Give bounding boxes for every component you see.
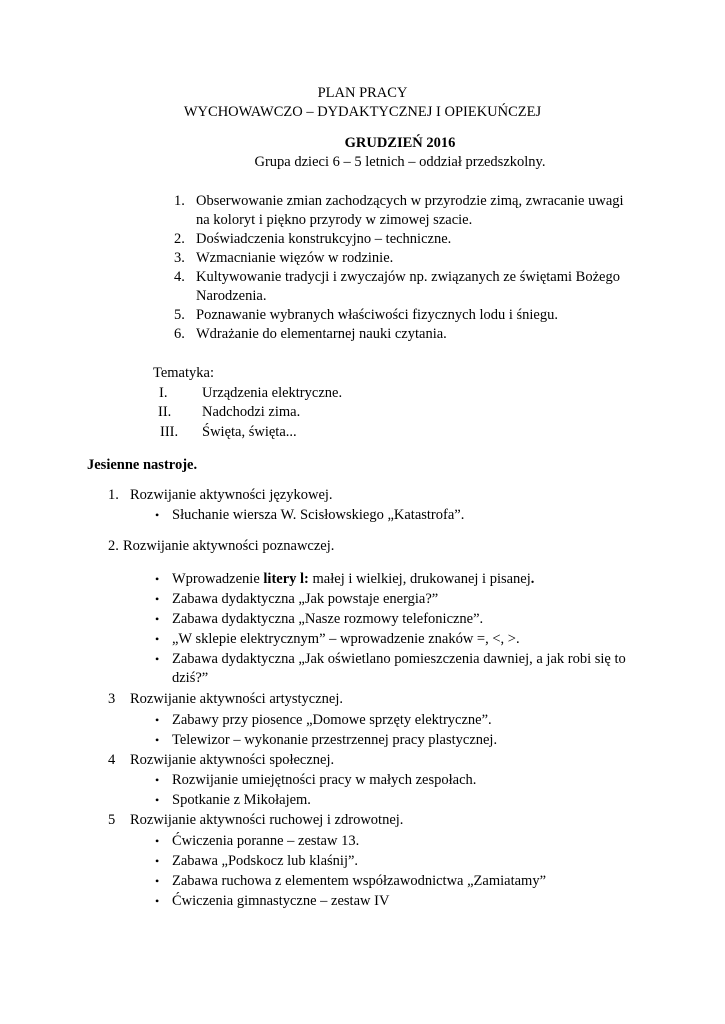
list-item-text: małej i wielkiej, drukowanej i pisanej xyxy=(308,571,531,587)
list-item: Zabawy przy piosence „Domowe sprzęty elektryczne”. xyxy=(172,712,492,728)
goal-number: 6. xyxy=(174,326,185,342)
list-item: Zabawa dydaktyczna „Jak oświetlano pomieszczenia dawniej, a jak robi się to xyxy=(172,651,626,667)
letter-highlight: litery l: xyxy=(263,571,309,587)
list-item: Telewizor – wykonanie przestrzennej pracy plastycznej. xyxy=(172,732,498,748)
goal-text: Wzmacnianie więzów w rodzinie. xyxy=(196,250,394,266)
list-item: Zabawa „Podskocz lub klaśnij”. xyxy=(172,853,359,869)
goal-number: 2. xyxy=(174,231,185,247)
bullet-icon: • xyxy=(155,793,160,807)
goal-text: Narodzenia. xyxy=(196,288,267,304)
list-item: Zabawa dydaktyczna „Nasze rozmowy telefoniczne”. xyxy=(172,611,484,627)
topic-text: Urządzenia elektryczne. xyxy=(202,385,343,401)
activity-heading: Rozwijanie aktywności społecznej. xyxy=(130,752,335,768)
topic-number: III. xyxy=(160,424,179,440)
list-item: Ćwiczenia poranne – zestaw 13. xyxy=(172,833,360,849)
goal-number: 1. xyxy=(174,193,185,209)
header-group: Grupa dzieci 6 – 5 letnich – oddział przedszkolny. xyxy=(254,154,546,170)
list-item xyxy=(172,570,534,589)
list-item: Słuchanie wiersza W. Scisłowskiego „Katastrofa”. xyxy=(172,507,465,523)
header-line1: PLAN PRACY xyxy=(317,85,408,101)
activity-number: 5 xyxy=(108,812,116,828)
topics-label: Tematyka: xyxy=(153,365,214,381)
goal-number: 4. xyxy=(174,269,185,285)
list-item: Rozwijanie umiejętności pracy w małych zespołach. xyxy=(172,772,477,788)
goal-text: Kultywowanie tradycji i zwyczajów np. związanych ze świętami Bożego xyxy=(196,269,620,285)
bullet-icon: • xyxy=(155,572,160,586)
bullet-icon: • xyxy=(155,592,160,606)
activity-number: 1. xyxy=(108,487,119,503)
goal-text: Doświadczenia konstrukcyjno – techniczne. xyxy=(196,231,452,247)
bullet-icon: • xyxy=(155,713,160,727)
bullet-icon: • xyxy=(155,612,160,626)
topic-number: II. xyxy=(158,404,172,420)
list-item: dziś?” xyxy=(172,670,209,686)
goal-number: 3. xyxy=(174,250,185,266)
goal-text: Wdrażanie do elementarnej nauki czytania. xyxy=(196,326,447,342)
topic-text: Święta, święta... xyxy=(202,424,297,440)
activity-heading: Rozwijanie aktywności artystycznej. xyxy=(130,691,344,707)
bullet-icon: • xyxy=(155,652,160,666)
bullet-icon: • xyxy=(155,874,160,888)
list-item: Zabawa dydaktyczna „Jak powstaje energia?” xyxy=(172,591,439,607)
header-line2: WYCHOWAWCZO – DYDAKTYCZNEJ I OPIEKUŃCZEJ xyxy=(183,104,542,120)
activity-heading: Rozwijanie aktywności poznawczej. xyxy=(123,538,335,554)
activity-number: 4 xyxy=(108,752,116,768)
list-item: „W sklepie elektrycznym” – wprowadzenie znaków =, <, >. xyxy=(172,631,520,647)
bullet-icon: • xyxy=(155,508,160,522)
bullet-icon: • xyxy=(155,733,160,747)
activity-number: 2. xyxy=(108,538,119,554)
list-item-end: . xyxy=(530,571,535,587)
activity-number: 3 xyxy=(108,691,116,707)
bullet-icon: • xyxy=(155,773,160,787)
list-item: Zabawa ruchowa z elementem współzawodnictwa „Zamiatamy” xyxy=(172,873,547,889)
header-month: GRUDZIEŃ 2016 xyxy=(344,135,456,151)
list-item: Ćwiczenia gimnastyczne – zestaw IV xyxy=(172,893,390,909)
activity-heading: Rozwijanie aktywności ruchowej i zdrowotnej. xyxy=(130,812,404,828)
list-item-text: Wprowadzenie xyxy=(172,571,264,587)
topic-number: I. xyxy=(159,385,168,401)
section-title: Jesienne nastroje. xyxy=(87,457,198,473)
bullet-icon: • xyxy=(155,834,160,848)
list-item: Spotkanie z Mikołajem. xyxy=(172,792,311,808)
topic-text: Nadchodzi zima. xyxy=(202,404,301,420)
goal-text: na koloryt i piękno przyrody w zimowej szacie. xyxy=(196,212,473,228)
goal-text: Obserwowanie zmian zachodzących w przyrodzie zimą, zwracanie uwagi xyxy=(196,193,624,209)
bullet-icon: • xyxy=(155,854,160,868)
goal-text: Poznawanie wybranych właściwości fizycznych lodu i śniegu. xyxy=(196,307,558,323)
bullet-icon: • xyxy=(155,632,160,646)
bullet-icon: • xyxy=(155,894,160,908)
activity-heading: Rozwijanie aktywności językowej. xyxy=(130,487,333,503)
goal-number: 5. xyxy=(174,307,185,323)
